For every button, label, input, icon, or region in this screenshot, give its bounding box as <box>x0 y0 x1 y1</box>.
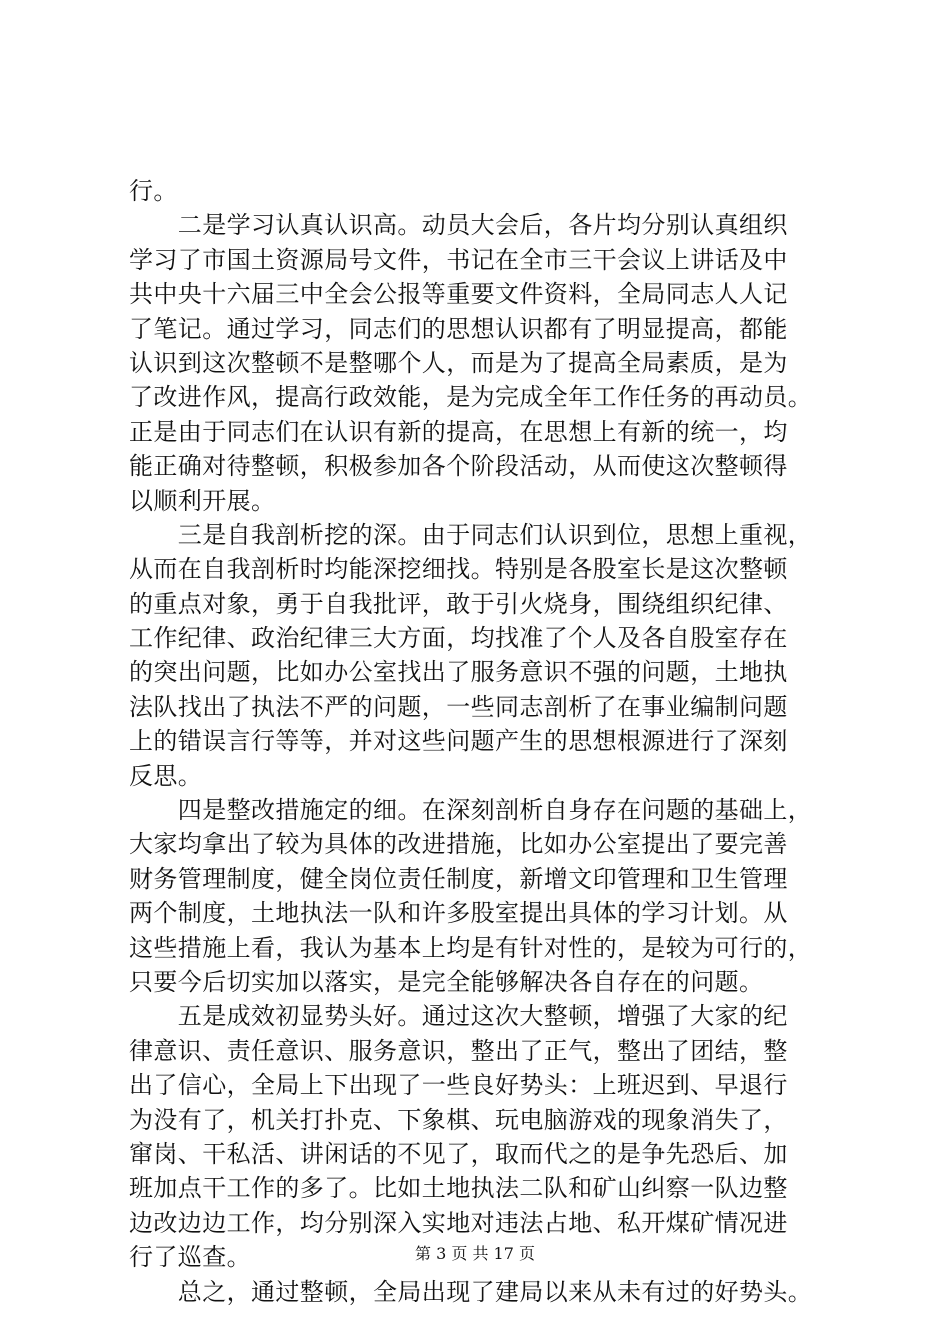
text-line: 窜岗、干私活、讲闲话的不见了，取而代之的是争先恐后、加 <box>129 1139 788 1168</box>
text-line: 律意识、责任意识、服务意识，整出了正气，整出了团结，整 <box>129 1036 788 1065</box>
text-line: 行。 <box>129 177 178 205</box>
text-line: 财务管理制度，健全岗位责任制度，新增文印管理和卫生管理 <box>129 864 788 893</box>
text-line: 上的错误言行等等，并对这些问题产生的思想根源进行了深刻 <box>129 727 788 756</box>
text-line: 出了信心，全局上下出现了一些良好势头：上班迟到、早退行 <box>129 1071 788 1100</box>
text-line: 大家均拿出了较为具体的改进措施，比如办公室提出了要完善 <box>129 830 788 859</box>
text-line: 边改边边工作，均分别深入实地对违法占地、私开煤矿情况进 <box>129 1208 788 1237</box>
text-line: 四是整改措施定的细。在深刻剖析自身存在问题的基础上， <box>129 796 813 825</box>
text-line: 的重点对象，勇于自我批评，敢于引火烧身，围绕组织纪律、 <box>129 589 788 618</box>
text-line: 总之，通过整顿，全局出现了建局以来从未有过的好势头。 <box>129 1277 813 1306</box>
text-line: 正是由于同志们在认识有新的提高，在思想上有新的统一，均 <box>129 417 788 446</box>
text-line: 为没有了，机关打扑克、下象棋、玩电脑游戏的现象消失了， <box>129 1105 788 1134</box>
text-line: 能正确对待整顿，积极参加各个阶段活动，从而使这次整顿得 <box>129 452 788 481</box>
text-line: 反思。 <box>129 761 203 790</box>
text-line: 以顺利开展。 <box>129 486 276 515</box>
text-line: 工作纪律、政治纪律三大方面，均找准了个人及各自股室存在 <box>129 624 788 653</box>
text-line: 两个制度，土地执法一队和许多股室提出具体的学习计划。从 <box>129 899 788 928</box>
text-line: 班加点干工作的多了。比如土地执法二队和矿山纠察一队边整 <box>129 1174 788 1203</box>
text-line: 这些措施上看，我认为基本上均是有针对性的，是较为可行的， <box>129 933 813 962</box>
text-line: 了笔记。通过学习，同志们的思想认识都有了明显提高，都能 <box>129 314 788 343</box>
text-line: 学习了市国土资源局号文件，书记在全市三干会议上讲话及中 <box>129 245 788 274</box>
text-line: 二是学习认真认识高。动员大会后，各片均分别认真组织 <box>129 211 788 240</box>
text-line: 共中央十六届三中全会公报等重要文件资料，全局同志人人记 <box>129 280 788 309</box>
text-line: 了改进作风，提高行政效能，是为完成全年工作任务的再动员。 <box>129 383 813 412</box>
text-line: 只要今后切实加以落实，是完全能够解决各自存在的问题。 <box>129 967 764 996</box>
text-line: 五是成效初显势头好。通过这次大整顿，增强了大家的纪 <box>129 1002 788 1031</box>
text-line: 的突出问题，比如办公室找出了服务意识不强的问题，土地执 <box>129 658 788 687</box>
body-text <box>129 174 851 1309</box>
text-line: 认识到这次整顿不是整哪个人，而是为了提高全局素质，是为 <box>129 348 788 377</box>
text-line: 三是自我剖析挖的深。由于同志们认识到位，思想上重视， <box>129 520 813 549</box>
text-line: 从而在自我剖析时均能深挖细找。特别是各股室长是这次整顿 <box>129 555 788 584</box>
text-line: 法队找出了执法不严的问题，一些同志剖析了在事业编制问题 <box>129 692 788 721</box>
page-number-footer: 第 3 页 共 17 页 <box>415 1244 535 1263</box>
text-line: 行了巡查。 <box>129 1243 251 1272</box>
